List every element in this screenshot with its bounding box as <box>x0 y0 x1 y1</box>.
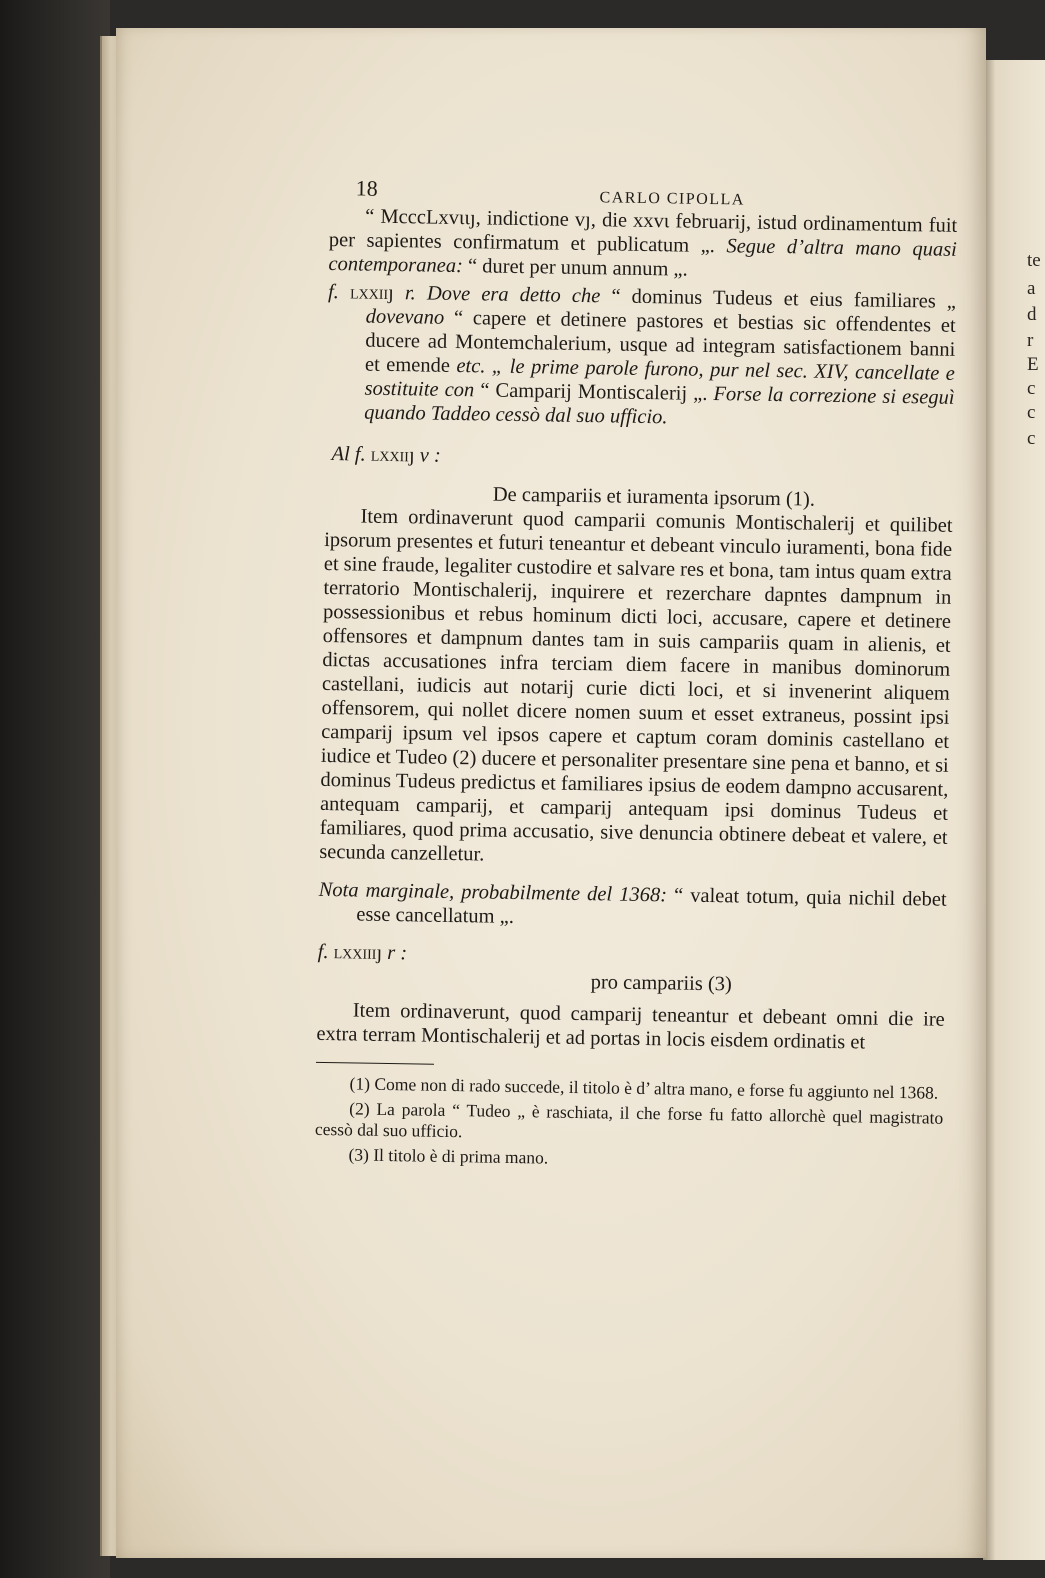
folio-number: lxxιιȷ <box>338 281 406 305</box>
paragraph-dating <box>328 204 957 286</box>
folio-reference <box>325 442 953 476</box>
facing-page-letter: c <box>1027 428 1036 449</box>
editorial-note: Nota marginale, probabilmente del 1368: <box>318 878 668 907</box>
folio-side: r : <box>387 941 408 965</box>
editorial-note: Segue d’altra mano quasi contemporanea: <box>328 235 958 278</box>
latin-text: “ Camparij Montiscalerij „. <box>474 379 714 406</box>
footnote: (1) Come non di rado succede, il titolo è d’ altra mano, e forse fu aggiunto nel 1368. <box>349 1073 939 1103</box>
paragraph-folio-note <box>326 280 956 434</box>
footnote: (3) Il titolo è di prima mano. <box>348 1144 549 1168</box>
latin-text: “ dominus Tudeus et eius familiares „ <box>600 285 957 313</box>
latin-text: “ valeat totum, quia nichil debet esse cancellatum „. <box>356 884 947 928</box>
footnote-divider <box>316 1062 434 1065</box>
scan-background <box>0 0 110 1578</box>
folio-label: f. <box>327 280 340 304</box>
page-number: 18 <box>355 175 378 201</box>
folio-side: v : <box>419 444 441 467</box>
latin-text: “ capere et detinere pastores et bestias sic offendentes et ducere ad Montemchalerium, usque ad integram satisfactionem banni et emende <box>364 306 956 378</box>
latin-text: “ MccсLxvιιȷ, indictione vȷ, die xxvι februarij, istud ordinamentum fuit per sapientes confirmatum et publicatum „. <box>328 205 958 258</box>
marginal-note <box>318 878 947 936</box>
editorial-note: dovevano <box>365 305 445 329</box>
facing-page-letter: E <box>1027 354 1039 375</box>
facing-page-letter: d <box>1027 304 1037 325</box>
footnotes <box>314 1073 943 1175</box>
facing-page-letter: c <box>1027 378 1036 399</box>
editorial-note: Dove era detto che <box>415 282 601 308</box>
folio-label: f. <box>317 940 329 964</box>
section-heading: pro campariis (3) <box>590 971 733 996</box>
running-title: CARLO CIPOLLA <box>599 189 745 209</box>
folio-number: lxxιιȷ <box>365 443 420 467</box>
folio-label: Al f. <box>331 443 366 466</box>
footnote: (2) La parola “ Tudeo „ è raschiata, il che forse fu fatto allorchè quel magistrato cessò dal suo ufficio. <box>314 1098 944 1142</box>
facing-page-letter: r <box>1027 330 1034 351</box>
facing-page-letter: te <box>1027 250 1041 271</box>
section-heading: De campariis et iuramenta ipsorum (1). <box>492 483 816 511</box>
folio-number: lxxιιιȷ <box>328 941 388 964</box>
paragraph-statute: Item ordinaverunt, quod camparij teneantur et debeant omni die ire extra terram Montischalerij et ad portas in locis eisdem ordinatis et <box>316 999 945 1054</box>
page-content <box>314 170 958 1175</box>
editorial-note: Forse la correzione si eseguì quando Taddeo cessò dal suo ufficio. <box>364 383 955 429</box>
editorial-note: etc. „ le prime parole furono, pur nel sec. XIV, cancellate e sostituite con <box>364 355 956 402</box>
facing-page-edge <box>983 60 1045 1560</box>
paragraph-statute: Item ordinaverunt quod camparii comunis Montischalerij et quilibet ipsorum presentes et futuri teneantur et debeant vinculo iuramenti, bona fide et sine fraude, legaliter custodire et salvare res et bona, tam intus quam extra terratorio Montischalerij, inquirere et rezerchare dapntes dampnum in possessionibus et rebus hominum dicti loci, accusare, capere et detinere offensores et dampnum dantes tam in suis campariis quam in alienis, et dictas accusationes infra terciam diem facere in manibus dominorum castellani, iudicis aut notarij curie dicti loci, et si invenerint aliquem offensorem, qui nollet dicere nomen suum et esset extraneus, possint ipsi camparij ipsum vel ipsos capere et captum coram dominis castellano et iudice et Tudeo (2) ducere et personaliter presentare sine pena et banno, et si dominus Tudeus predictus et familiares ipsius de eodem dampno accusarent, antequam camparij, et camparij antequam ipsi dominus Tudeus et familiares, quod prima accusatio, sive denuncia obtinere debeat et valere, et secunda canzelletur. <box>319 505 953 866</box>
latin-text: “ duret per unum annum „. <box>462 255 688 281</box>
facing-page-letter: a <box>1027 278 1036 299</box>
facing-page-letter: c <box>1027 402 1036 423</box>
folio-side: r. <box>404 282 416 305</box>
